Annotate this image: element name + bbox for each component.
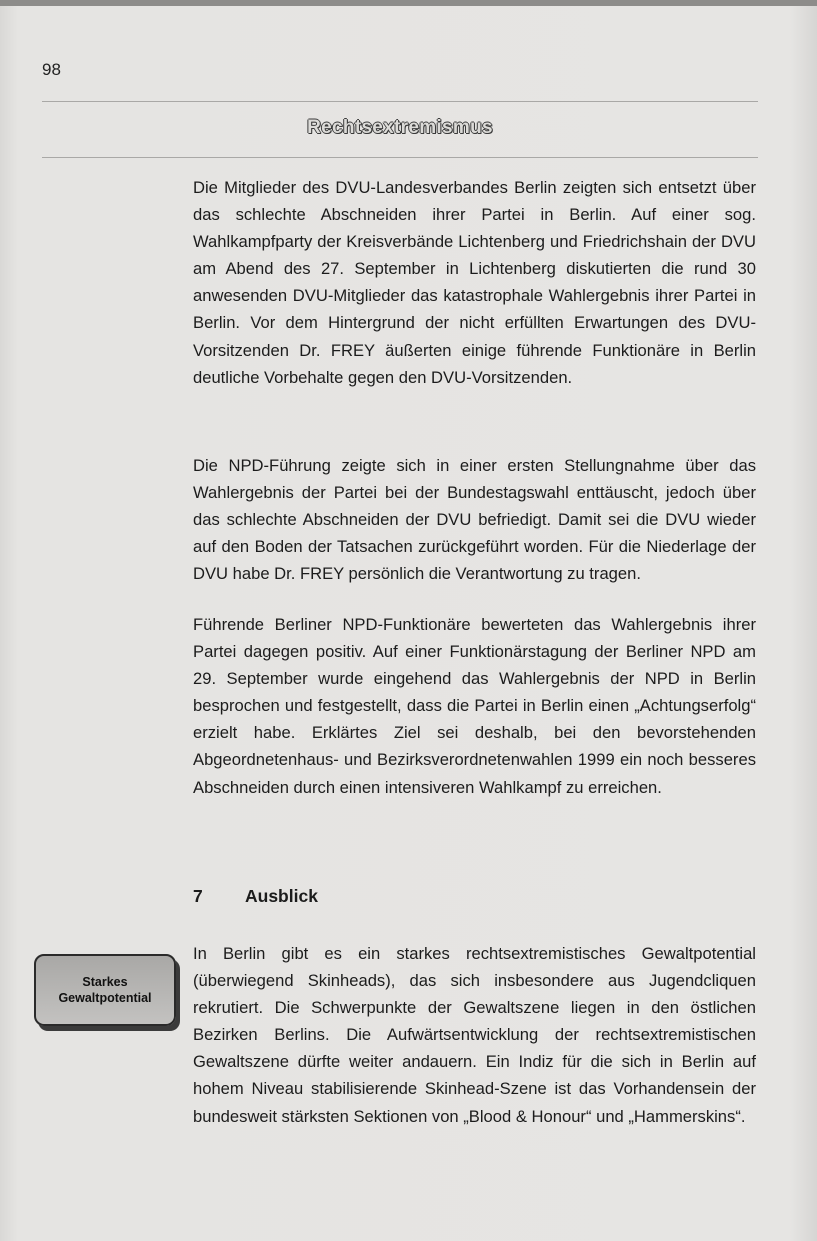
paragraph-npd-berlin: Führende Berliner NPD-Funktionäre bewerteten das Wahlergebnis ihrer Partei dagegen positiv. Auf einer Funktionärstagung der Berliner NPD am 29. September wurde eingehend das Wahlergebnis der NPD in Berlin besprochen und festgestellt, dass die Partei in Berlin einen „Achtungserfolg“ erzielt habe. Erklärtes Ziel sei deshalb, bei den bevorstehenden Abgeordnetenhaus- und Bezirksverordnetenwahlen 1999 ein noch besseres Abschneiden durch einen intensiveren Wahlkampf zu erreichen. (193, 615, 756, 797)
header-rule-bottom (42, 157, 758, 158)
margin-note-line-2: Gewaltpotential (58, 991, 152, 1005)
section-title: Ausblick (245, 886, 318, 906)
header-rule-top (42, 101, 758, 102)
margin-note-line-1: Starkes (82, 975, 128, 989)
section-number: 7 (193, 886, 203, 906)
paragraph-dvu: Die Mitglieder des DVU-Landesverbandes Berlin zeigten sich entsetzt über das schlechte Abschneiden ihrer Partei in Berlin. Auf einer sog. Wahlkampfparty der Kreisverbände Lichtenberg und Friedrichshain der DVU am Abend des 27. September in Lichtenberg diskutierten die rund 30 anwesenden DVU-Mitglieder das katastrophale Wahlergebnis ihrer Partei in Berlin. Vor dem Hintergrund der nicht erfüllten Erwartungen des DVU-Vorsitzenden Dr. FREY äußerten einige führende Funktionäre in Berlin deutliche Vorbehalte gegen den DVU-Vorsitzenden. (193, 178, 756, 387)
margin-note-box (34, 954, 176, 1026)
page-number: 98 (42, 60, 61, 79)
running-head: Rechtsextremismus (307, 117, 493, 138)
paragraph-ausblick: In Berlin gibt es ein starkes rechtsextremistisches Gewaltpotential (überwiegend Skinheads), das sich insbesondere aus Jugendcliquen rekrutiert. Die Schwerpunkte der Gewaltszene liegen in den östlichen Bezirken Berlins. Die Aufwärtsentwicklung der rechtsextremistischen Gewaltszene dürfte weiter andauern. Ein Indiz für die sich in Berlin auf hohem Niveau stabilisierende Skinhead-Szene ist das Vorhandensein der bundesweit stärksten Sektionen von „Blood & Honour“ und „Hammerskins“. (193, 944, 756, 1126)
scan-top-edge (0, 0, 817, 6)
paragraph-npd-leadership: Die NPD-Führung zeigte sich in einer ersten Stellungnahme über das Wahlergebnis der Partei bei der Bundestagswahl enttäuscht, jedoch über das schlechte Abschneiden der DVU befriedigt. Damit sei die DVU wieder auf den Boden der Tatsachen zurückgeführt worden. Für die Niederlage der DVU habe Dr. FREY persönlich die Verantwortung zu tragen. (193, 456, 756, 584)
section-heading (193, 886, 318, 907)
